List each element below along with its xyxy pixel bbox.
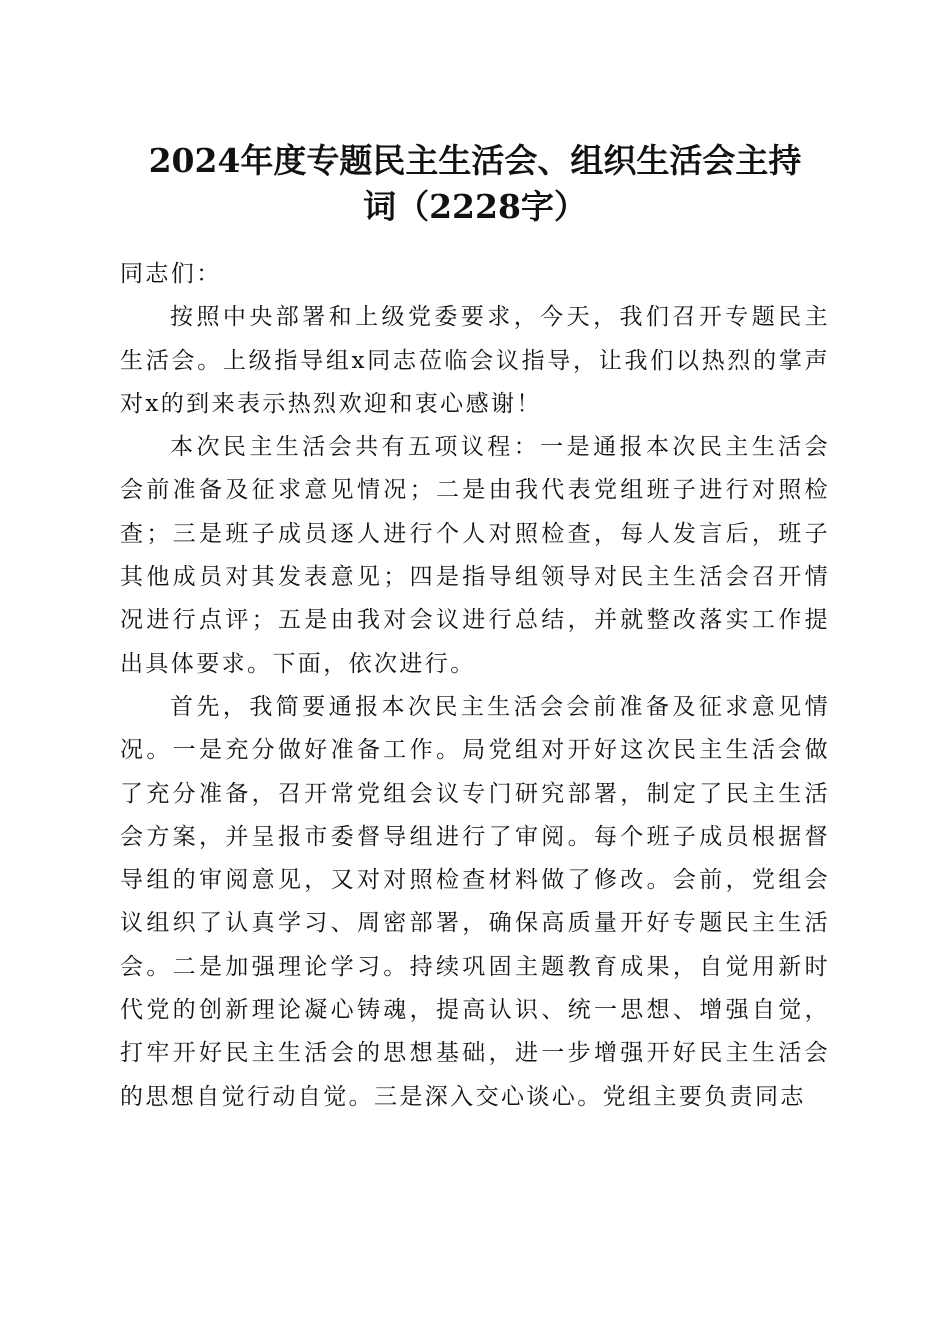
paragraph-1: 按照中央部署和上级党委要求，今天，我们召开专题民主生活会。上级指导组x同志莅临会议指导，让我们以热烈的掌声对x的到来表示热烈欢迎和衷心感谢！	[120, 304, 830, 417]
document-body	[120, 253, 830, 1119]
title-line-1: 2024年度专题民主生活会、组织生活会主持	[148, 141, 802, 180]
document-title	[120, 138, 830, 230]
paragraph-2: 本次民主生活会共有五项议程：一是通报本次民主生活会会前准备及征求意见情况；二是由我代表党组班子进行对照检查；三是班子成员逐人进行个人对照检查，每人发言后，班子其他成员对其发表意见；四是指导组领导对民主生活会召开情况进行点评；五是由我对会议进行总结，并就整改落实工作提出具体要求。下面，依次进行。	[120, 434, 830, 677]
salutation: 同志们：	[120, 261, 222, 287]
title-line-2: 词（2228字）	[363, 187, 587, 226]
paragraph-3: 首先，我简要通报本次民主生活会会前准备及征求意见情况。一是充分做好准备工作。局党组对开好这次民主生活会做了充分准备，召开常党组会议专门研究部署，制定了民主生活会方案，并呈报市委督导组进行了审阅。每个班子成员根据督导组的审阅意见，又对对照检查材料做了修改。会前，党组会议组织了认真学习、周密部署，确保高质量开好专题民主生活会。二是加强理论学习。持续巩固主题教育成果，自觉用新时代党的创新理论凝心铸魂，提高认识、统一思想、增强自觉，打牢开好民主生活会的思想基础，进一步增强开好民主生活会的思想自觉行动自觉。三是深入交心谈心。党组主要负责同志	[120, 693, 830, 1110]
